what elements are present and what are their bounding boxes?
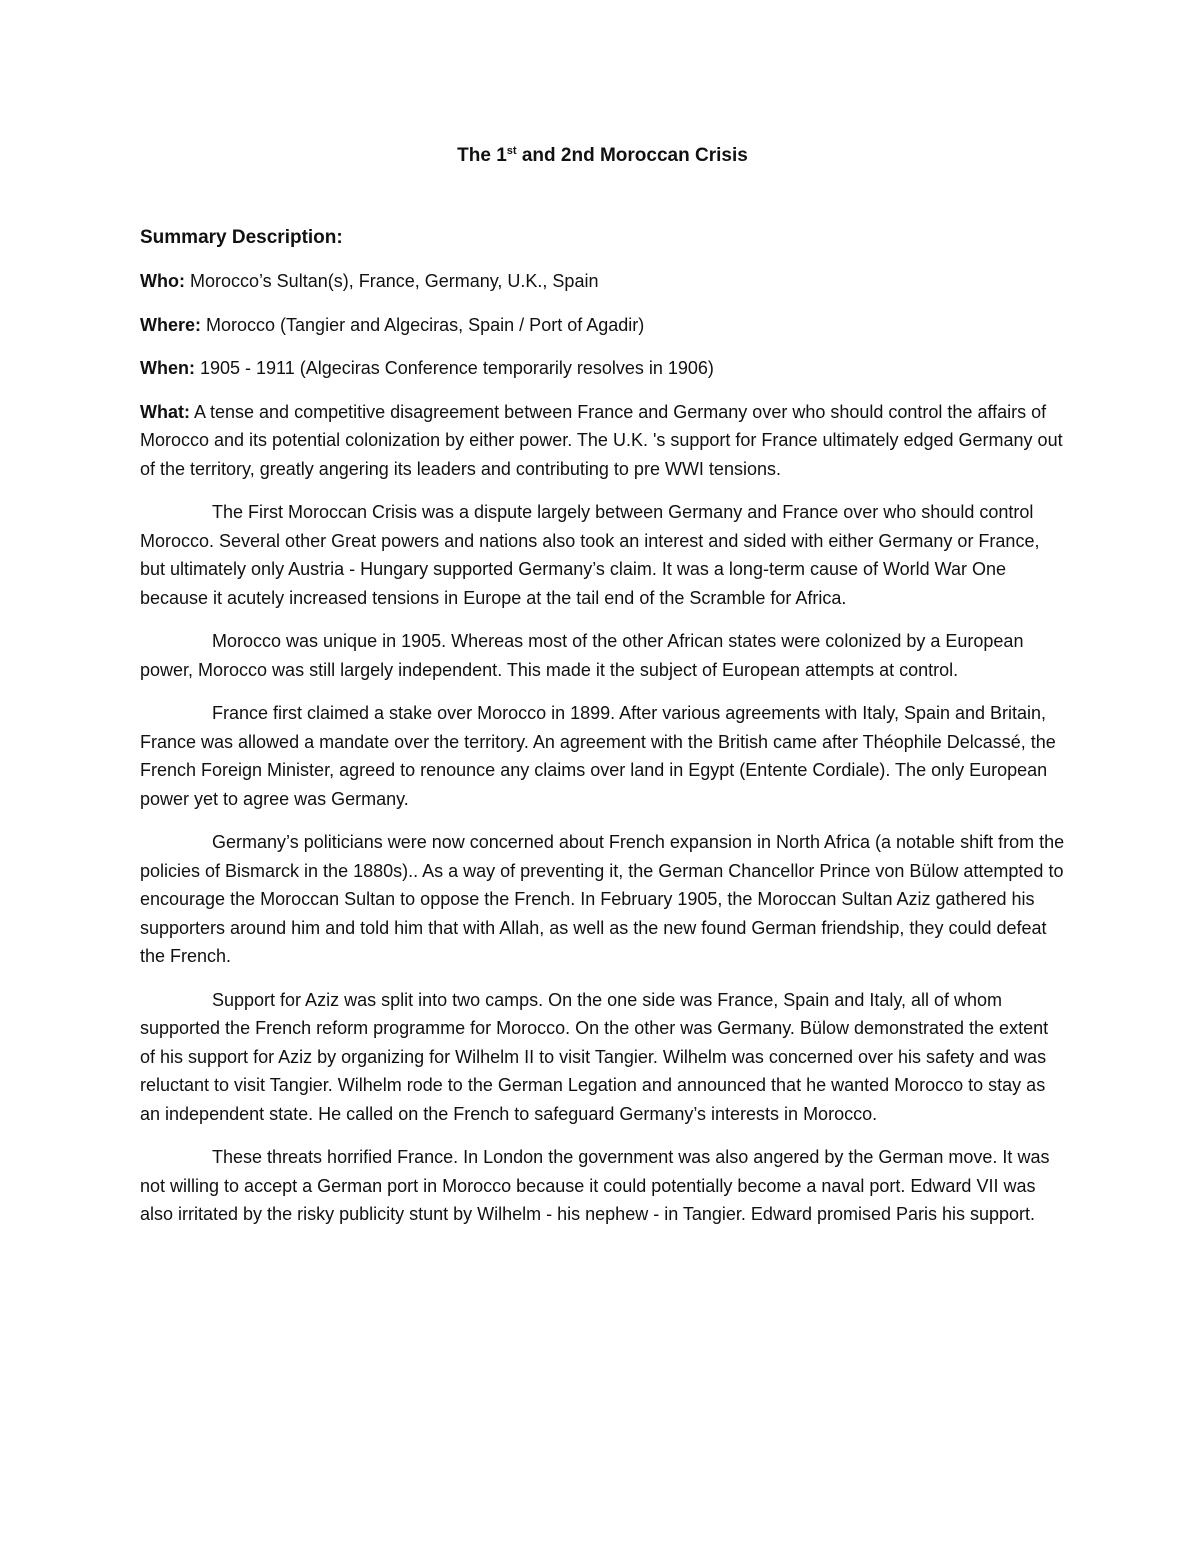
summary-heading: Summary Description: xyxy=(140,227,343,248)
summary-where xyxy=(140,311,1065,340)
where-text: Morocco (Tangier and Algeciras, Spain / Port of Agadir) xyxy=(201,314,645,335)
summary-when xyxy=(140,354,1065,383)
title-text-start: The 1 xyxy=(457,145,507,166)
paragraph-morocco-unique: Morocco was unique in 1905. Whereas most of the other African states were colonized by a European power, Morocco was still largely independent. This made it the subject of European attempts at control. xyxy=(140,631,1024,680)
paragraph-germany-concern: Germany’s politicians were now concerned about French expansion in North Africa (a notable shift from the policies of Bismarck in the 1880s).. As a way of preventing it, the German Chancellor Prince von Bülow attempted to encourage the Moroccan Sultan to oppose the French. In February 1905, the Moroccan Sultan Aziz gathered his supporters around him and told him that with Allah, as well as the new found German friendship, they could defeat the French. xyxy=(140,832,1065,966)
where-label: Where: xyxy=(140,314,202,335)
summary-who xyxy=(140,267,1065,296)
who-text: Morocco’s Sultan(s), France, Germany, U.K., Spain xyxy=(184,271,599,291)
when-text: 1905 - 1911 (Algeciras Conference temporarily resolves in 1906) xyxy=(194,358,714,378)
what-text: A tense and competitive disagreement between France and Germany over who should control the affairs of Morocco and its potential colonization by either power. The U.K. 's support for France ultimately edged Germany out of the territory, greatly angering its leaders and contributing to pre WWI tensions. xyxy=(140,401,1063,479)
title-superscript: st xyxy=(506,145,517,157)
paragraph-threats-horrified: These threats horrified France. In London the government was also angered by the German move. It was not willing to accept a German port in Morocco because it could potentially become a naval port. Edward VII was also irritated by the risky publicity stunt by Wilhelm - his nephew - in Tangier. Edward promised Paris his support. xyxy=(140,1147,1050,1224)
title-text-end: and 2nd Moroccan Crisis xyxy=(516,145,748,166)
paragraph-france-claim: France first claimed a stake over Morocco in 1899. After various agreements with Italy, Spain and Britain, France was allowed a mandate over the territory. An agreement with the British came after Théophile Delcassé, the French Foreign Minister, agreed to renounce any claims over land in Egypt (Entente Cordiale). The only European power yet to agree was Germany. xyxy=(140,703,1056,809)
page-title xyxy=(140,140,1065,172)
who-label: Who: xyxy=(140,271,185,291)
paragraph-support-for-aziz: Support for Aziz was split into two camps. On the one side was France, Spain and Italy, all of whom supported the French reform programme for Morocco. On the other was Germany. Bülow demonstrated the extent of his support for Aziz by organizing for Wilhelm II to visit Tangier. Wilhelm was concerned over his safety and was reluctant to visit Tangier. Wilhelm rode to the German Legation and announced that he wanted Morocco to stay as an independent state. He called on the French to safeguard Germany’s interests in Morocco. xyxy=(140,989,1049,1124)
when-label: When: xyxy=(140,358,195,378)
document-body xyxy=(140,140,1065,1244)
summary-what xyxy=(140,398,1065,484)
what-label: What: xyxy=(140,401,190,422)
paragraph-first-crisis: The First Moroccan Crisis was a dispute largely between Germany and France over who should control Morocco. Several other Great powers and nations also took an interest and sided with either Germany or France, but ultimately only Austria - Hungary supported Germany’s claim. It was a long-term cause of World War One because it acutely increased tensions in Europe at the tail end of the Scramble for Africa. xyxy=(140,502,1040,608)
